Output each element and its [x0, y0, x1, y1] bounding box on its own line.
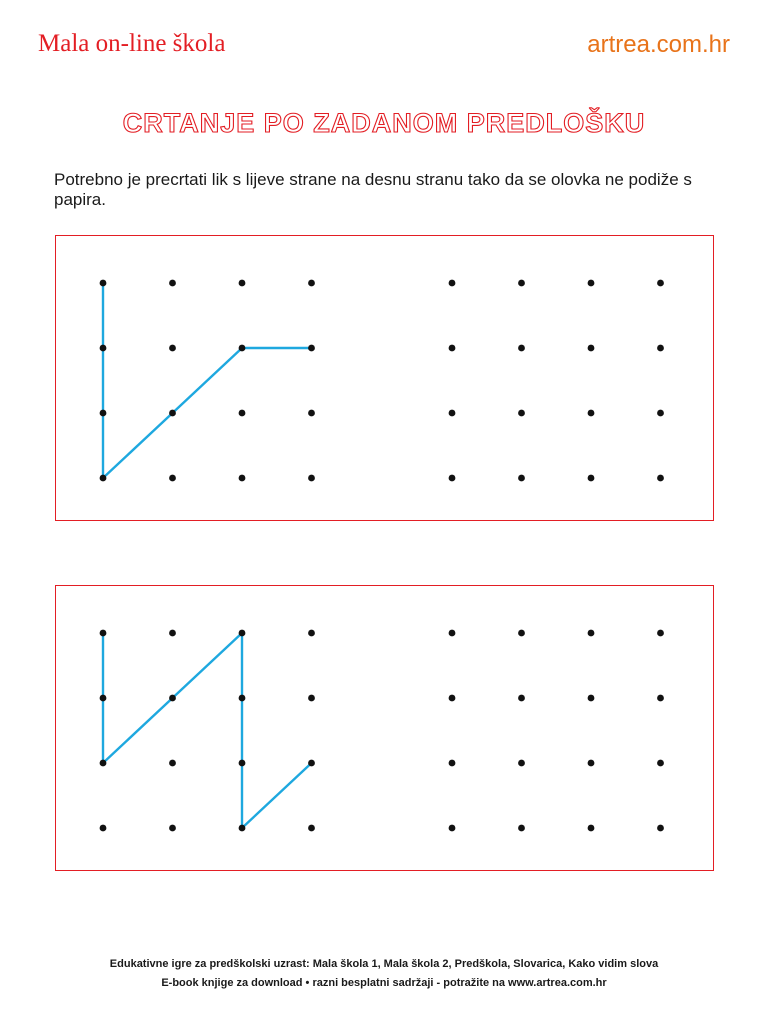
copy-grid-dot[interactable] — [518, 475, 525, 482]
template-grid-dot — [100, 475, 107, 482]
template-grid-dot — [239, 825, 246, 832]
template-grid-dot — [169, 630, 176, 637]
template-grid-dot — [308, 825, 315, 832]
template-grid-dot — [239, 410, 246, 417]
copy-grid-dot[interactable] — [588, 630, 595, 637]
template-grid-dot — [169, 345, 176, 352]
template-grid-dot — [169, 410, 176, 417]
copy-grid-dot[interactable] — [449, 760, 456, 767]
copy-grid-dot[interactable] — [449, 280, 456, 287]
exercise-grid-2[interactable] — [56, 586, 715, 872]
template-grid-dot — [169, 475, 176, 482]
template-grid-dot — [239, 475, 246, 482]
copy-grid-dot[interactable] — [657, 475, 664, 482]
copy-grid-dot[interactable] — [588, 695, 595, 702]
template-grid-dot — [308, 475, 315, 482]
template-grid-dot — [100, 825, 107, 832]
copy-grid-dot[interactable] — [449, 345, 456, 352]
template-grid-dot — [169, 280, 176, 287]
copy-grid-dot[interactable] — [588, 825, 595, 832]
template-path — [103, 633, 312, 828]
copy-grid-dot[interactable] — [518, 630, 525, 637]
brand-title: Mala on-line škola — [38, 30, 226, 57]
template-grid-dot — [308, 345, 315, 352]
copy-grid-dot[interactable] — [449, 410, 456, 417]
template-grid-dot — [100, 760, 107, 767]
template-grid-dot — [100, 345, 107, 352]
template-grid-dot — [169, 695, 176, 702]
brand-website[interactable]: artrea.com.hr — [587, 31, 730, 58]
template-grid-dot — [308, 760, 315, 767]
exercise-panel-2 — [55, 585, 714, 871]
copy-grid-dot[interactable] — [449, 475, 456, 482]
copy-grid-dot[interactable] — [518, 345, 525, 352]
template-grid-dot — [100, 410, 107, 417]
copy-grid-dot[interactable] — [449, 825, 456, 832]
instruction-text: Potrebno je precrtati lik s lijeve strane na desnu stranu tako da se olovka ne podiže s papira. — [54, 170, 692, 209]
copy-grid-dot[interactable] — [588, 410, 595, 417]
worksheet-title: CRTANJE PO ZADANOM PREDLOŠKU — [122, 108, 646, 138]
copy-grid-dot[interactable] — [449, 630, 456, 637]
copy-grid-dot[interactable] — [449, 695, 456, 702]
template-grid-dot — [308, 630, 315, 637]
exercise-grid-1[interactable] — [56, 236, 715, 522]
template-grid-dot — [308, 280, 315, 287]
template-grid-dot — [169, 760, 176, 767]
template-grid-dot — [169, 825, 176, 832]
template-grid-dot — [239, 760, 246, 767]
copy-grid-dot[interactable] — [518, 760, 525, 767]
template-grid-dot — [100, 630, 107, 637]
copy-grid-dot[interactable] — [518, 695, 525, 702]
copy-grid-dot[interactable] — [657, 280, 664, 287]
template-grid-dot — [100, 280, 107, 287]
template-path — [103, 283, 312, 478]
footer-line-1: Edukativne igre za predškolski uzrast: Mala škola 1, Mala škola 2, Predškola, Slovarica, Kako vidim slova — [109, 958, 659, 970]
copy-grid-dot[interactable] — [518, 280, 525, 287]
exercise-panel-1 — [55, 235, 714, 521]
copy-grid-dot[interactable] — [657, 825, 664, 832]
template-grid-dot — [239, 630, 246, 637]
template-grid-dot — [308, 410, 315, 417]
copy-grid-dot[interactable] — [657, 345, 664, 352]
template-grid-dot — [308, 695, 315, 702]
template-grid-dot — [239, 280, 246, 287]
copy-grid-dot[interactable] — [657, 695, 664, 702]
template-grid-dot — [239, 345, 246, 352]
copy-grid-dot[interactable] — [588, 475, 595, 482]
copy-grid-dot[interactable] — [588, 280, 595, 287]
copy-grid-dot[interactable] — [657, 630, 664, 637]
footer-line-2: E-book knjige za download • razni besplatni sadržaji - potražite na www.artrea.com.hr — [161, 977, 607, 989]
copy-grid-dot[interactable] — [588, 345, 595, 352]
copy-grid-dot[interactable] — [657, 760, 664, 767]
copy-grid-dot[interactable] — [518, 825, 525, 832]
copy-grid-dot[interactable] — [518, 410, 525, 417]
template-grid-dot — [100, 695, 107, 702]
copy-grid-dot[interactable] — [657, 410, 664, 417]
template-grid-dot — [239, 695, 246, 702]
copy-grid-dot[interactable] — [588, 760, 595, 767]
